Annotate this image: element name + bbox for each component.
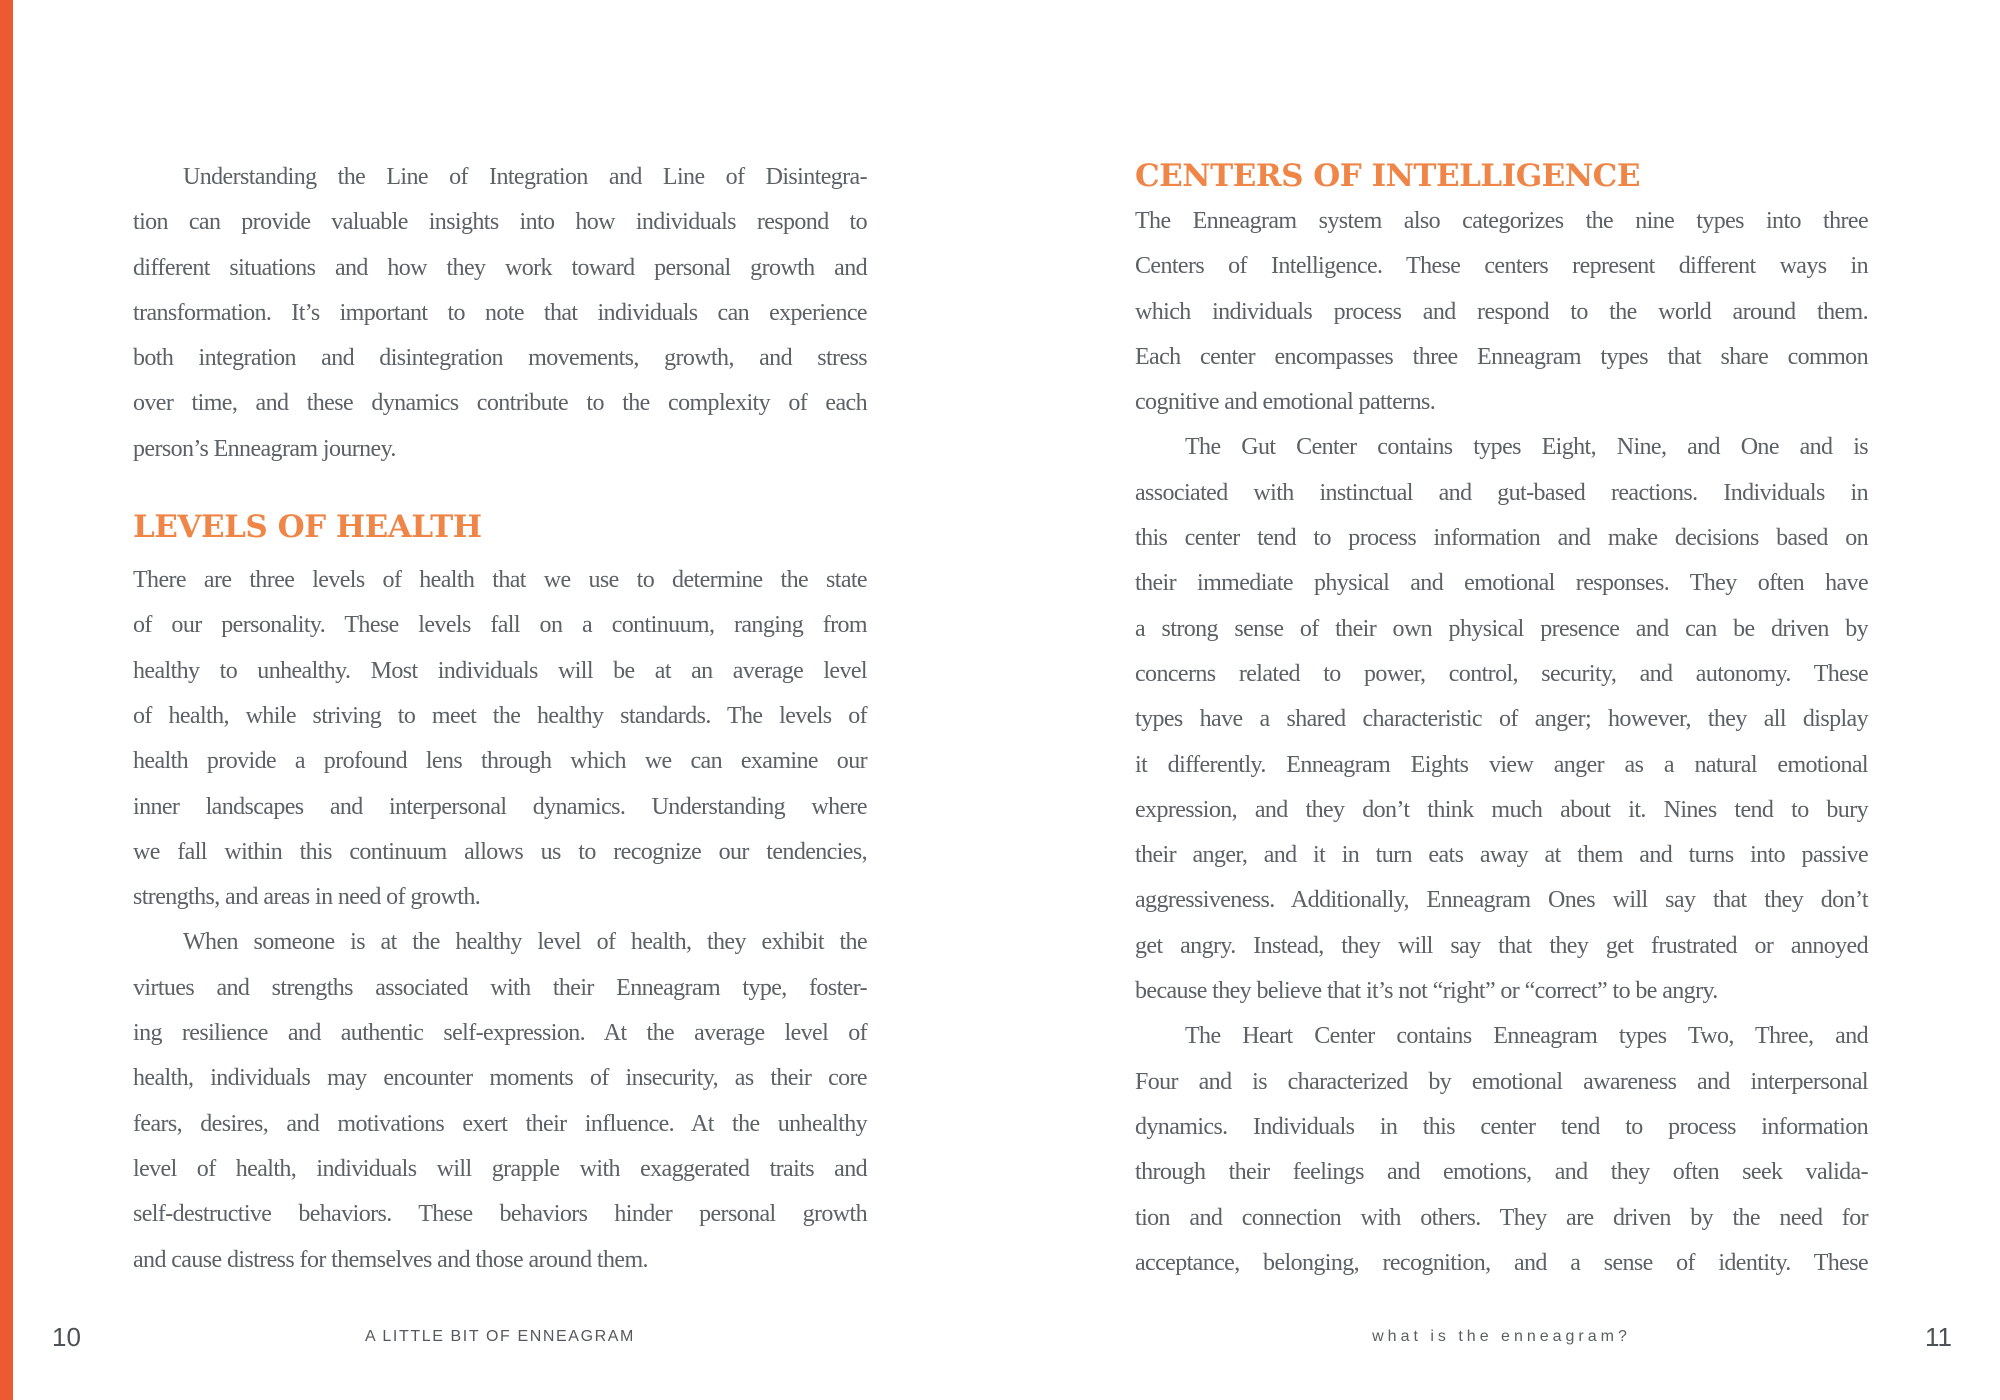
text-line: their anger, and it in turn eats away at them and turns into passive — [1135, 842, 1868, 869]
text-line: The Enneagram system also categorizes the nine types into three — [1135, 208, 1868, 234]
text-line: tion can provide valuable insights into how individuals respond to — [133, 209, 867, 236]
text-line: types have a shared characteristic of anger; however, they all display — [1135, 706, 1868, 733]
section-heading: LEVELS OF HEALTH — [133, 509, 482, 546]
text-line: this center tend to process information and make decisions based on — [1135, 525, 1868, 552]
text-line: level of health, individuals will grapple with exaggerated traits and — [133, 1155, 867, 1182]
text-line: of our personality. These levels fall on a continuum, ranging from — [133, 612, 867, 639]
text-line: person’s Enneagram journey. — [133, 435, 396, 462]
text-line: Understanding the Line of Integration and Line of Disintegra- — [183, 164, 867, 190]
text-line: cognitive and emotional patterns. — [1135, 389, 1436, 416]
text-line: inner landscapes and interpersonal dynamics. Understanding where — [133, 793, 867, 820]
text-line: The Heart Center contains Enneagram types Two, Three, and — [1185, 1023, 1868, 1050]
page-number-left: 10 — [52, 1322, 81, 1352]
text-line: transformation. It’s important to note that individuals can experience — [133, 299, 867, 326]
text-line: When someone is at the healthy level of health, they exhibit the — [183, 929, 867, 956]
text-line: Four and is characterized by emotional awareness and interpersonal — [1135, 1068, 1868, 1095]
page-right-text-column — [1135, 155, 1868, 1286]
text-line: it differently. Enneagram Eights view anger as a natural emotional — [1135, 751, 1868, 778]
text-line: healthy to unhealthy. Most individuals will be at an average level — [133, 657, 867, 684]
text-line: acceptance, belonging, recognition, and a sense of identity. These — [1135, 1249, 1868, 1276]
section-heading: CENTERS OF INTELLIGENCE — [1135, 158, 1640, 194]
text-line: expression, and they don’t think much about it. Nines tend to bury — [1135, 796, 1868, 823]
running-title-left: A LITTLE BIT OF ENNEAGRAM — [365, 1328, 635, 1345]
text-line: fears, desires, and motivations exert their influence. At the unhealthy — [133, 1110, 867, 1137]
text-line: different situations and how they work toward personal growth and — [133, 254, 867, 281]
text-line: strengths, and areas in need of growth. — [133, 884, 481, 911]
text-line: through their feelings and emotions, and they often seek valida- — [1135, 1159, 1868, 1186]
text-line: health, individuals may encounter moments of insecurity, as their core — [133, 1065, 867, 1092]
text-line: a strong sense of their own physical presence and can be driven by — [1135, 615, 1868, 642]
text-line: tion and connection with others. They are driven by the need for — [1135, 1204, 1868, 1231]
text-line: over time, and these dynamics contribute to the complexity of each — [133, 390, 867, 417]
text-line: dynamics. Individuals in this center tend to process information — [1135, 1113, 1868, 1140]
page-number-right: 11 — [1925, 1322, 1952, 1352]
text-line: because they believe that it’s not “right” or “correct” to be angry. — [1135, 978, 1718, 1005]
text-line: their immediate physical and emotional responses. They often have — [1135, 570, 1868, 597]
text-line: of health, while striving to meet the healthy standards. The levels of — [133, 702, 867, 729]
text-line: Centers of Intelligence. These centers represent different ways in — [1135, 253, 1868, 280]
text-line: both integration and disintegration movements, growth, and stress — [133, 345, 867, 372]
page-left-text-column — [133, 155, 867, 1283]
text-line: virtues and strengths associated with their Enneagram type, foster- — [133, 974, 867, 1001]
text-line: self-destructive behaviors. These behaviors hinder personal growth — [133, 1201, 867, 1228]
text-line: get angry. Instead, they will say that they get frustrated or annoyed — [1135, 932, 1868, 959]
text-line: ing resilience and authentic self-expression. At the average level of — [133, 1020, 867, 1047]
text-line: health provide a profound lens through which we can examine our — [133, 748, 867, 775]
running-title-right: what is the enneagram? — [1372, 1328, 1631, 1345]
text-line: associated with instinctual and gut-based reactions. Individuals in — [1135, 479, 1868, 506]
text-line: and cause distress for themselves and those around them. — [133, 1246, 648, 1273]
text-line: There are three levels of health that we use to determine the state — [133, 567, 867, 594]
text-line: The Gut Center contains types Eight, Nine, and One and is — [1185, 434, 1868, 461]
text-line: concerns related to power, control, security, and autonomy. These — [1135, 660, 1868, 687]
text-line: we fall within this continuum allows us to recognize our tendencies, — [133, 838, 867, 865]
text-line: aggressiveness. Additionally, Enneagram Ones will say that they don’t — [1135, 887, 1868, 914]
text-line: which individuals process and respond to the world around them. — [1135, 298, 1868, 325]
book-edge-accent-bar — [0, 0, 13, 1400]
text-line: Each center encompasses three Enneagram types that share common — [1135, 343, 1868, 370]
